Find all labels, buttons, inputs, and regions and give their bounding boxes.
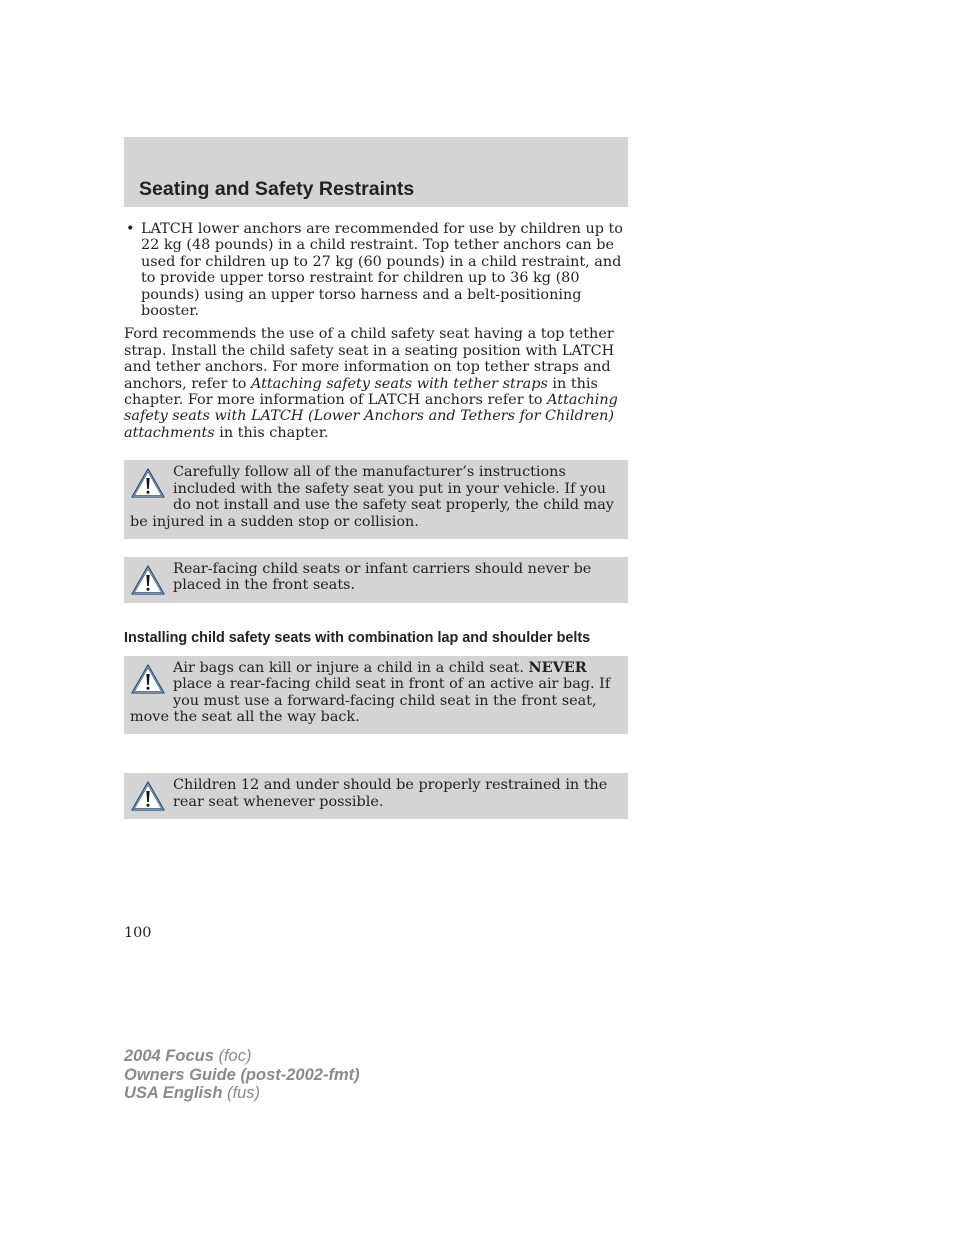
warning-triangle-icon — [130, 780, 166, 812]
footer-language-code: (fus) — [222, 1084, 260, 1102]
section-subheading: Installing child safety seats with combination lap and shoulder belts — [124, 629, 591, 646]
footer-line-model — [124, 1047, 360, 1066]
footer-line-language — [124, 1084, 360, 1103]
warning-box-air-bags — [124, 656, 628, 735]
warning-box-instructions — [124, 460, 628, 539]
warning-text-instructions: Carefully follow all of the manufacturer’s instructions included with the safety seat you put in your vehicle. If you do not install and use the safety seat properly, the child may be injured in a sudden stop or collision. — [130, 464, 614, 530]
cross-reference-latch: Attaching safety seats with LATCH (Lower Anchors and Tethers for Children) attachments — [124, 392, 618, 441]
footer-language: USA English — [124, 1084, 223, 1102]
warning-text-air-bags-1: Air bags can kill or injure a child in a child seat. — [173, 659, 529, 676]
paragraph-text-1: Ford recommends the use of a child safety seat having a top tether strap. Install the child safety seat in a seating position with LATCH and tether anchors. For more information on top tether straps and anchors, refer to — [124, 326, 615, 392]
warning-box-front-seats — [124, 557, 628, 603]
warning-triangle-icon — [130, 663, 166, 695]
footer-model-code: (foc) — [213, 1047, 252, 1065]
content — [124, 221, 628, 819]
body-paragraph — [124, 326, 628, 441]
warning-emphasis-never: NEVER — [528, 658, 587, 676]
paragraph-text-2: in this chapter. For more information of LATCH anchors refer to — [124, 375, 598, 409]
page-number: 100 — [124, 925, 152, 941]
cross-reference-tether: Attaching safety seats with tether straps — [250, 375, 548, 392]
warning-text-rear-seat: Children 12 and under should be properly restrained in the rear seat whenever possible. — [173, 777, 608, 810]
warning-text-air-bags-2: place a rear-facing child seat in front of an active air bag. If you must use a forward-facing child seat in the front seat, move the seat all the way back. — [130, 676, 611, 725]
footer-line-guide — [124, 1066, 360, 1085]
warning-triangle-icon — [130, 467, 166, 499]
document-footer — [124, 1047, 360, 1103]
warning-triangle-icon — [130, 564, 166, 596]
warning-box-rear-seat — [124, 773, 628, 819]
footer-guide: Owners Guide (post-2002-fmt) — [124, 1065, 360, 1084]
footer-model: 2004 Focus — [124, 1047, 214, 1065]
warning-text-front-seats: Rear-facing child seats or infant carriers should never be placed in the front seats. — [173, 560, 592, 594]
bullet-text: LATCH lower anchors are recommended for use by children up to 22 kg (48 pounds) in a child restraint. Top tether anchors can be used for children up to 27 kg (60 pounds) in a child restraint, and to provide upper torso restraint for children up to 36 kg (80 pounds) using an upper torso harness and a belt-positioning booster. — [141, 221, 623, 320]
bullet-item — [124, 221, 628, 319]
paragraph-text-3: in this chapter. — [214, 424, 329, 441]
header-band — [124, 137, 628, 207]
page-title: Seating and Safety Restraints — [139, 178, 415, 200]
bullet-marker: • — [126, 221, 135, 237]
